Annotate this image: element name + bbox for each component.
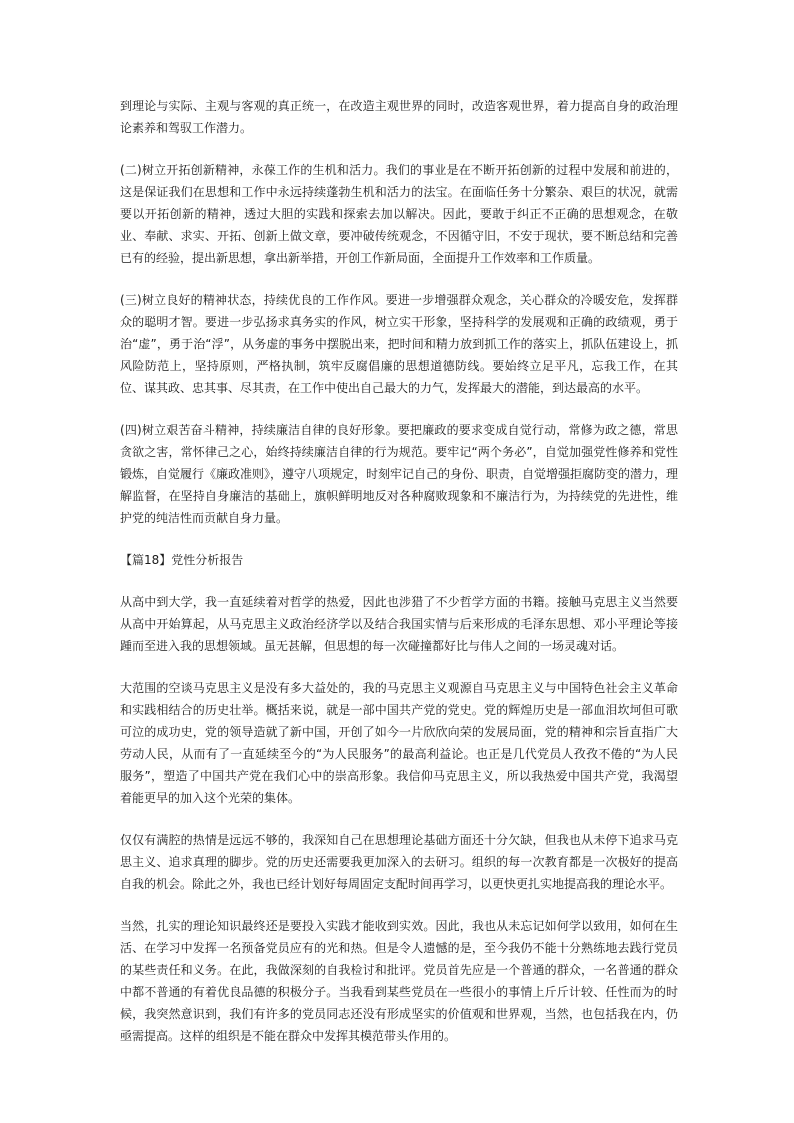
paragraph-philosophy: 从高中到大学，我一直延续着对哲学的热爱，因此也涉猎了不少哲学方面的书籍。接触马克思主义当然要从高中开始算起，从马克思主义政治经济学以及结合我国实情与后来形成的毛泽东思想、邓小平理论等接踵而至进入我的思想领域。虽无甚解，但思想的每一次碰撞都好比与伟人之间的一场灵魂对话。 — [120, 595, 678, 653]
document-body — [120, 95, 678, 1067]
paragraph-marxism-history: 大范围的空谈马克思主义是没有多大益处的，我的马克思主义观源自马克思主义与中国特色社会主义革命和实践相结合的历史壮举。概括来说，就是一部中国共产党的党史。党的辉煌历史是一部血泪坎坷但可歌可泣的成功史，党的领导造就了新中国，开创了如今一片欣欣向荣的发展局面，党的精神和宗旨直指广大劳动人民，从而有了一直延续至今的“为人民服务”的最高利益论。也正是几代党员人孜孜不倦的“为人民服务”，塑造了中国共产党在我们心中的崇高形象。我信仰马克思主义，所以我热爱中国共产党，我渴望着能更早的加入这个光荣的集体。 — [120, 681, 678, 805]
paragraph-work-style: (三)树立良好的精神状态，持续优良的工作作风。要进一步增强群众观念，关心群众的冷暖安危，发挥群众的聪明才智。要进一步弘扬求真务实的作风，树立实干形象，坚持科学的发展观和正确的政绩观，勇于治“虚”，勇于治“浮”，从务虚的事务中摆脱出来，把时间和精力放到抓工作的落实上，抓队伍建设上，抓风险防范上，坚持原则，严格执制，筑牢反腐倡廉的思想道德防线。要始终立足平凡，忘我工作，在其位、谋其政、忠其事、尽其责，在工作中使出自己最大的力气，发挥最大的潜能，到达最高的水平。 — [120, 293, 678, 395]
paragraph-innovation-spirit: (二)树立开拓创新精神，永葆工作的生机和活力。我们的事业是在不断开拓创新的过程中发展和前进的，这是保证我们在思想和工作中永远持续蓬勃生机和活力的法宝。在面临任务十分繁杂、艰巨的状况，就需要以开拓创新的精神，透过大胆的实践和探索去加以解决。因此，要敢于纠正不正确的思想观念，在敬业、奉献、求实、开拓、创新上做文章，要冲破传统观念，不因循守旧，不安于现状，要不断总结和完善已有的经验，提出新思想，拿出新举措，开创工作新局面，全面提升工作效率和工作质量。 — [120, 163, 678, 265]
paragraph-self-discipline: (四)树立艰苦奋斗精神，持续廉洁自律的良好形象。要把廉政的要求变成自觉行动，常修为政之德，常思贪欲之害，常怀律己之心，始终持续廉洁自律的行为规范。要牢记“两个务必”，自觉加强党性修养和党性锻炼，自觉履行《廉政准则》，遵守八项规定，时刻牢记自己的身份、职责，自觉增强拒腐防变的潜力，理解监督，在坚持自身廉洁的基础上，旗帜鲜明地反对各种腐败现象和不廉洁行为，为持续党的先进性，维护党的纯洁性而贡献自身力量。 — [120, 423, 679, 525]
paragraph-practice: 当然，扎实的理论知识最终还是要投入实践才能收到实效。因此，我也从未忘记如何学以致用，如何在生活、在学习中发挥一名预备党员应有的光和热。但是令人遗憾的是，至今我仍不能十分熟练地去践行党员的某些责任和义务。在此，我做深刻的自我检讨和批评。党员首先应是一个普通的群众，一名普通的群众中都不普通的有着优良品德的积极分子。当我看到某些党员在一些很小的事情上斤斤计较、任性而为的时候，我突然意识到，我们有许多的党员同志还没有形成坚实的价值观和世界观，当然，也包括我在内，仍亟需提高。这样的组织是不能在群众中发挥其模范带头作用的。 — [120, 919, 678, 1043]
section-heading: 【篇18】党性分析报告 — [120, 553, 244, 567]
paragraph-theory-continuation: 到理论与实际、主观与客观的真正统一，在改造主观世界的同时，改造客观世界，着力提高自身的政治理论素养和驾驭工作潜力。 — [120, 99, 678, 135]
paragraph-study-plan: 仅仅有满腔的热情是远远不够的，我深知自己在思想理论基础方面还十分欠缺，但我也从未停下追求马克思主义、追求真理的脚步。党的历史还需要我更加深入的去研习。组织的每一次教育都是一次极好的提高自我的机会。除此之外，我也已经计划好每周固定支配时间再学习，以更快更扎实地提高我的理论水平。 — [120, 833, 678, 891]
